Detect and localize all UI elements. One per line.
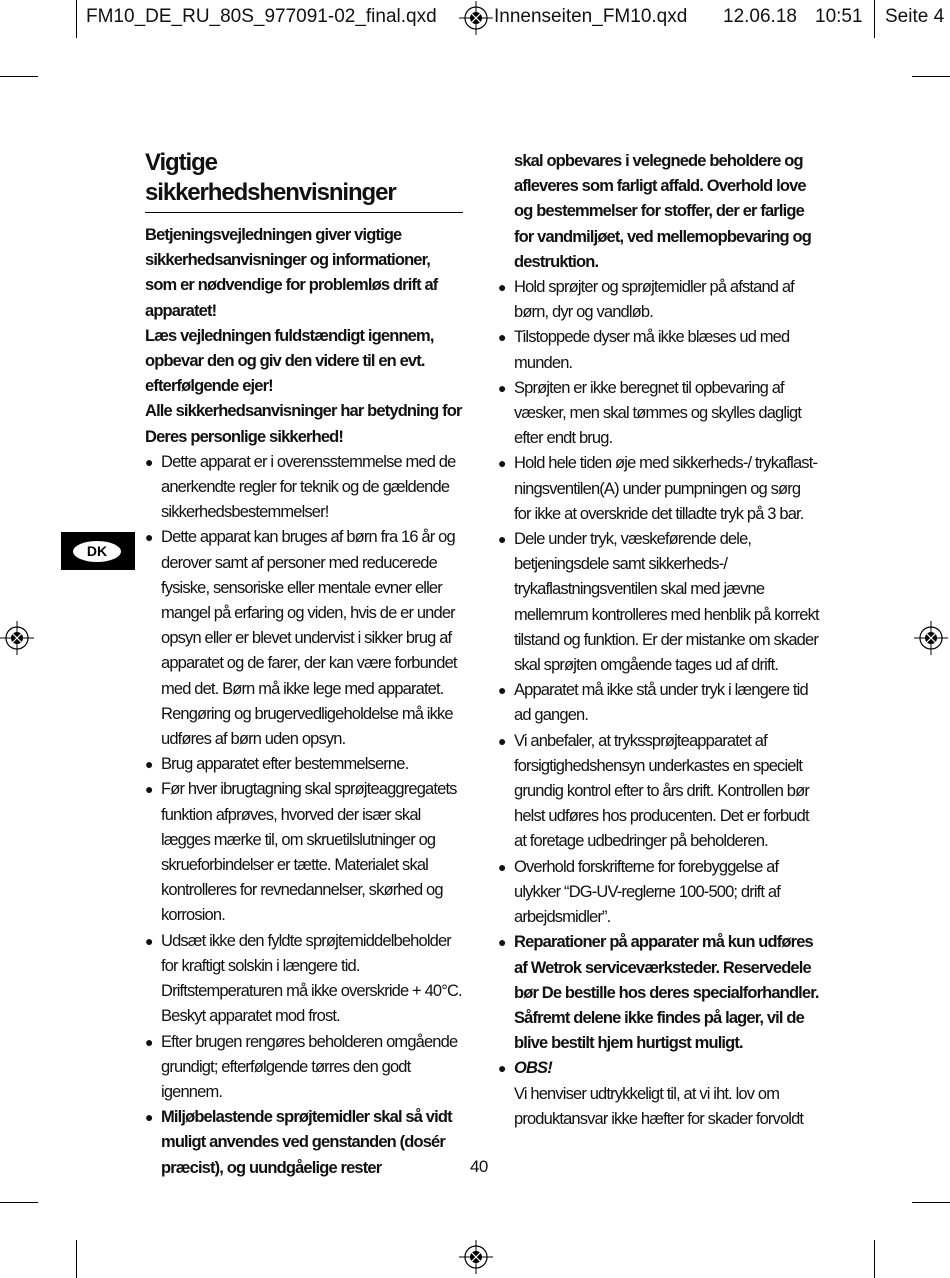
slug-filename: FM10_DE_RU_80S_977091-02_final.qxd — [86, 6, 437, 27]
list-item: ● Dele under tryk, væskeførende dele, betjeningsdele samt sikkerheds-/ trykaflastningsventilen skal med jævne mellemrum kontrolleres med henblik på korrekt tilstand og funktion. Er der mistanke om skader skal sprøjten omgående tages ud af drift. — [498, 527, 820, 678]
list-item: ● Brug apparatet efter bestemmelserne. — [145, 752, 463, 777]
registration-mark-icon — [459, 1240, 493, 1274]
list-item: ● Før hver ibrugtagning skal sprøjteaggregatets funktion afprøves, hvorved der især skal lægges mærke til, om skruetilslutninger og skrueforbindelser er tætte. Materialet skal kontrolleres for revnedannelser, skørhed og korrosion. — [145, 777, 463, 928]
crop-mark — [0, 1202, 38, 1203]
list-item-bold: ● Reparationer på apparater må kun udføres af Wetrok serviceværksteder. Reservedele bør De bestille hos deres specialforhandler. Såfremt delene ikke findes på lager, vil de blive bestilt hjem hurtigst muligt. — [498, 930, 820, 1056]
intro-paragraph: Betjeningsvejledningen giver vigtige sikkerhedsanvisninger og informationer, som er nødvendige for problemløs drift af apparatet! — [145, 226, 438, 320]
page-number: 40 — [470, 1157, 488, 1176]
slug-date: 12.06.18 — [723, 6, 797, 27]
crop-mark — [76, 0, 77, 38]
list-item: ● Hold sprøjter og sprøjtemidler på afstand af børn, dyr og vandløb. — [498, 275, 820, 325]
list-item: ● Hold hele tiden øje med sikkerheds-/ trykaflast-ningsventilen(A) under pumpningen og sørg for ikke at overskride det tilladte tryk på 3 bar. — [498, 451, 820, 527]
slug-time: 10:51 — [815, 6, 863, 27]
list-item: ● Tilstoppede dyser må ikke blæses ud med munden. — [498, 325, 820, 375]
intro-paragraph: Alle sikkerhedsanvisninger har betydning for Deres personlige sikkerhed! — [145, 402, 462, 446]
section-heading: Vigtige sikkerhedshenvisninger — [145, 148, 463, 213]
registration-mark-icon — [914, 621, 948, 655]
registration-mark-icon — [0, 621, 34, 655]
list-item: ● Efter brugen rengøres beholderen omgående grundigt; efterfølgende tørres den godt igennem. — [145, 1030, 463, 1106]
crop-mark — [912, 76, 950, 77]
list-item: ● Vi anbefaler, at trykssprøjteapparatet af forsigtighedshensyn underkastes en specielt grundig kontrol efter to års drift. Kontrollen bør helst udføres hos producenten. Det er forbudt at foretage udbedringer på beholderen. — [498, 729, 820, 855]
language-tab-label: DK — [73, 541, 121, 562]
obs-text: Vi henviser udtrykkeligt til, at vi iht. lov om produktansvar ikke hæfter for skader forvoldt — [514, 1084, 804, 1128]
list-item-bold: ● Miljøbelastende sprøjtemidler skal så vidt muligt anvendes ved genstanden (dosér præcist), og uundgåelige rester — [145, 1105, 463, 1181]
crop-mark — [76, 1240, 77, 1278]
registration-mark-icon — [459, 1, 493, 35]
crop-mark — [874, 0, 875, 38]
safety-list-right — [498, 275, 820, 1132]
right-column — [498, 149, 820, 1132]
list-item: ● Udsæt ikke den fyldte sprøjtemiddelbeholder for kraftigt solskin i længere tid. Driftstemperaturen må ikke overskride + 40°C. Beskyt apparatet mod frost. — [145, 929, 463, 1030]
slug-page: Seite 4 — [885, 6, 945, 27]
continued-bold-text: skal opbevares i velegnede beholdere og afleveres som farligt affald. Overhold love og bestemmelser for stoffer, der er farlige for vandmiljøet, ved mellemopbevaring og destruktion. — [514, 152, 811, 271]
list-item: ● Sprøjten er ikke beregnet til opbevaring af væsker, men skal tømmes og skylles dagligt efter endt brug. — [498, 376, 820, 452]
crop-mark — [0, 76, 38, 77]
crop-mark — [874, 1240, 875, 1278]
safety-list-left — [145, 450, 463, 1181]
crop-mark — [912, 1202, 950, 1203]
obs-title: ● OBS! — [514, 1059, 552, 1078]
list-item: ● Dette apparat er i overensstemmelse med de anerkendte regler for teknik og de gældende sikkerhedsbestemmelser! — [145, 450, 463, 526]
left-column — [145, 148, 463, 1181]
language-tab — [61, 532, 135, 570]
slug-filename-2: Innenseiten_FM10.qxd — [494, 6, 688, 27]
intro-block — [145, 223, 463, 450]
list-item: ● Dette apparat kan bruges af børn fra 16 år og derover samt af personer med reducerede fysiske, sensoriske eller mentale evner eller mangel på erfaring og viden, hvis de er under opsyn eller er blevet undervist i sikker brug af apparatet og de farer, der kan være forbundet med det. Børn må ikke lege med apparatet. Rengøring og brugervedligeholdelse må ikke udføres af børn uden opsyn. — [145, 525, 463, 752]
list-item: ● Apparatet må ikke stå under tryk i længere tid ad gangen. — [498, 678, 820, 728]
list-item: ● Overhold forskrifterne for forebyggelse af ulykker “DG-UV-reglerne 100-500; drift af arbejdsmidler”. — [498, 855, 820, 931]
obs-item — [498, 1056, 820, 1132]
intro-paragraph: Læs vejledningen fuldstændigt igennem, opbevar den og giv den videre til en evt. efterfølgende ejer! — [145, 326, 434, 396]
